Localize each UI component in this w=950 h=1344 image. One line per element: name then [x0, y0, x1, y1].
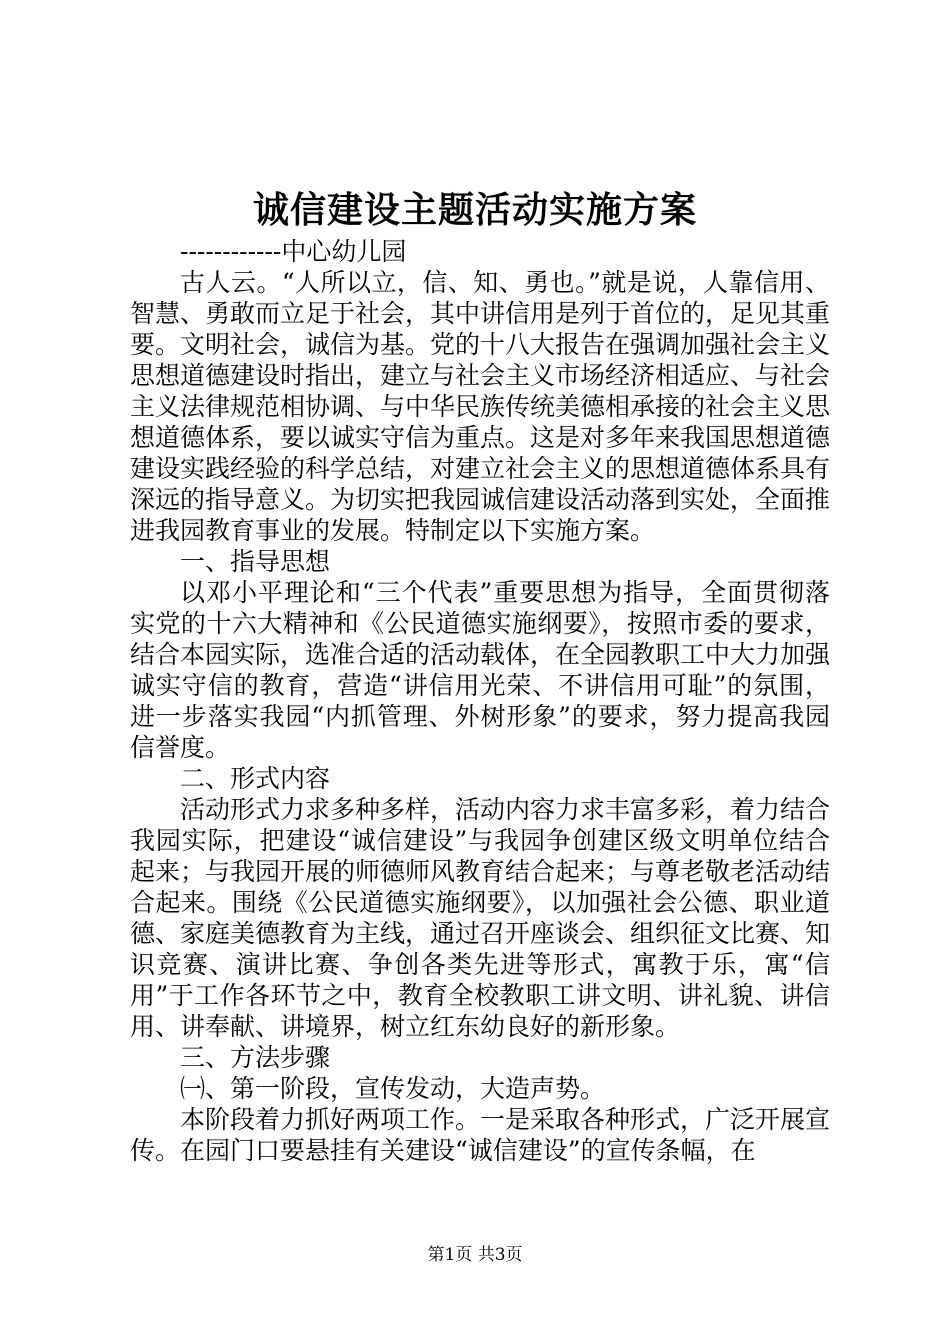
section-heading-method-steps: 三、方法步骤 [180, 1043, 331, 1072]
document-title: 诚信建设主题活动实施方案 [252, 189, 697, 231]
paragraph-intro: 古人云。“人所以立，信、知、勇也。”就是说，人靠信用、智慧、勇敢而立足于社会，其中讲信用是列于首位的，足见其重要。文明社会，诚信为基。党的十八大报告在强调加强社会主义思想道德建设时指出，建立与社会主义市场经济相适应、与社会主义法律规范相协调、与中华民族传统美德相承接的社会主义思想道德体系，要以诚实守信为重点。这是对多年来我国思想道德建设实践经验的科学总结，对建立社会主义的思想道德体系具有深远的指导意义。为切实把我园诚信建设活动落到实处，全面推进我园教育事业的发展。特制定以下实施方案。 [130, 268, 831, 545]
document-subtitle: ------------中心幼儿园 [180, 237, 407, 266]
paragraph-guiding-thought: 以邓小平理论和“三个代表”重要思想为指导，全面贯彻落实党的十六大精神和《公民道德实施纲要》，按照市委的要求，结合本园实际，选准合适的活动载体，在全园教职工中大力加强诚实守信的教育，营造“讲信用光荣、不讲信用可耻”的氛围，进一步落实我园“内抓管理、外树形象”的要求，努力提高我园信誉度。 [130, 578, 831, 762]
subsection-heading-stage-one: ㈠、第一阶段，宣传发动，大造声势。 [180, 1074, 606, 1103]
paragraph-stage-one: 本阶段着力抓好两项工作。一是采取各种形式，广泛开展宣传。在园门口要悬挂有关建设“诚信建设”的宣传条幅，在 [130, 1105, 831, 1165]
section-heading-form-content: 二、形式内容 [180, 764, 331, 793]
section-heading-guiding-thought: 一、指导思想 [180, 547, 331, 576]
page-footer: 第1页 共3页 [427, 1245, 523, 1265]
paragraph-form-content: 活动形式力求多种多样，活动内容力求丰富多彩，着力结合我园实际，把建设“诚信建设”与我园争创建区级文明单位结合起来；与我园开展的师德师风教育结合起来；与尊老敬老活动结合起来。围绕《公民道德实施纲要》，以加强社会公德、职业道德、家庭美德教育为主线，通过召开座谈会、组织征文比赛、知识竞赛、演讲比赛、争创各类先进等形式，寓教于乐，寓“信用”于工作各环节之中，教育全校教职工讲文明、讲礼貌、讲信用、讲奉献、讲境界，树立红东幼良好的新形象。 [130, 795, 831, 1041]
document-body [130, 236, 830, 1166]
